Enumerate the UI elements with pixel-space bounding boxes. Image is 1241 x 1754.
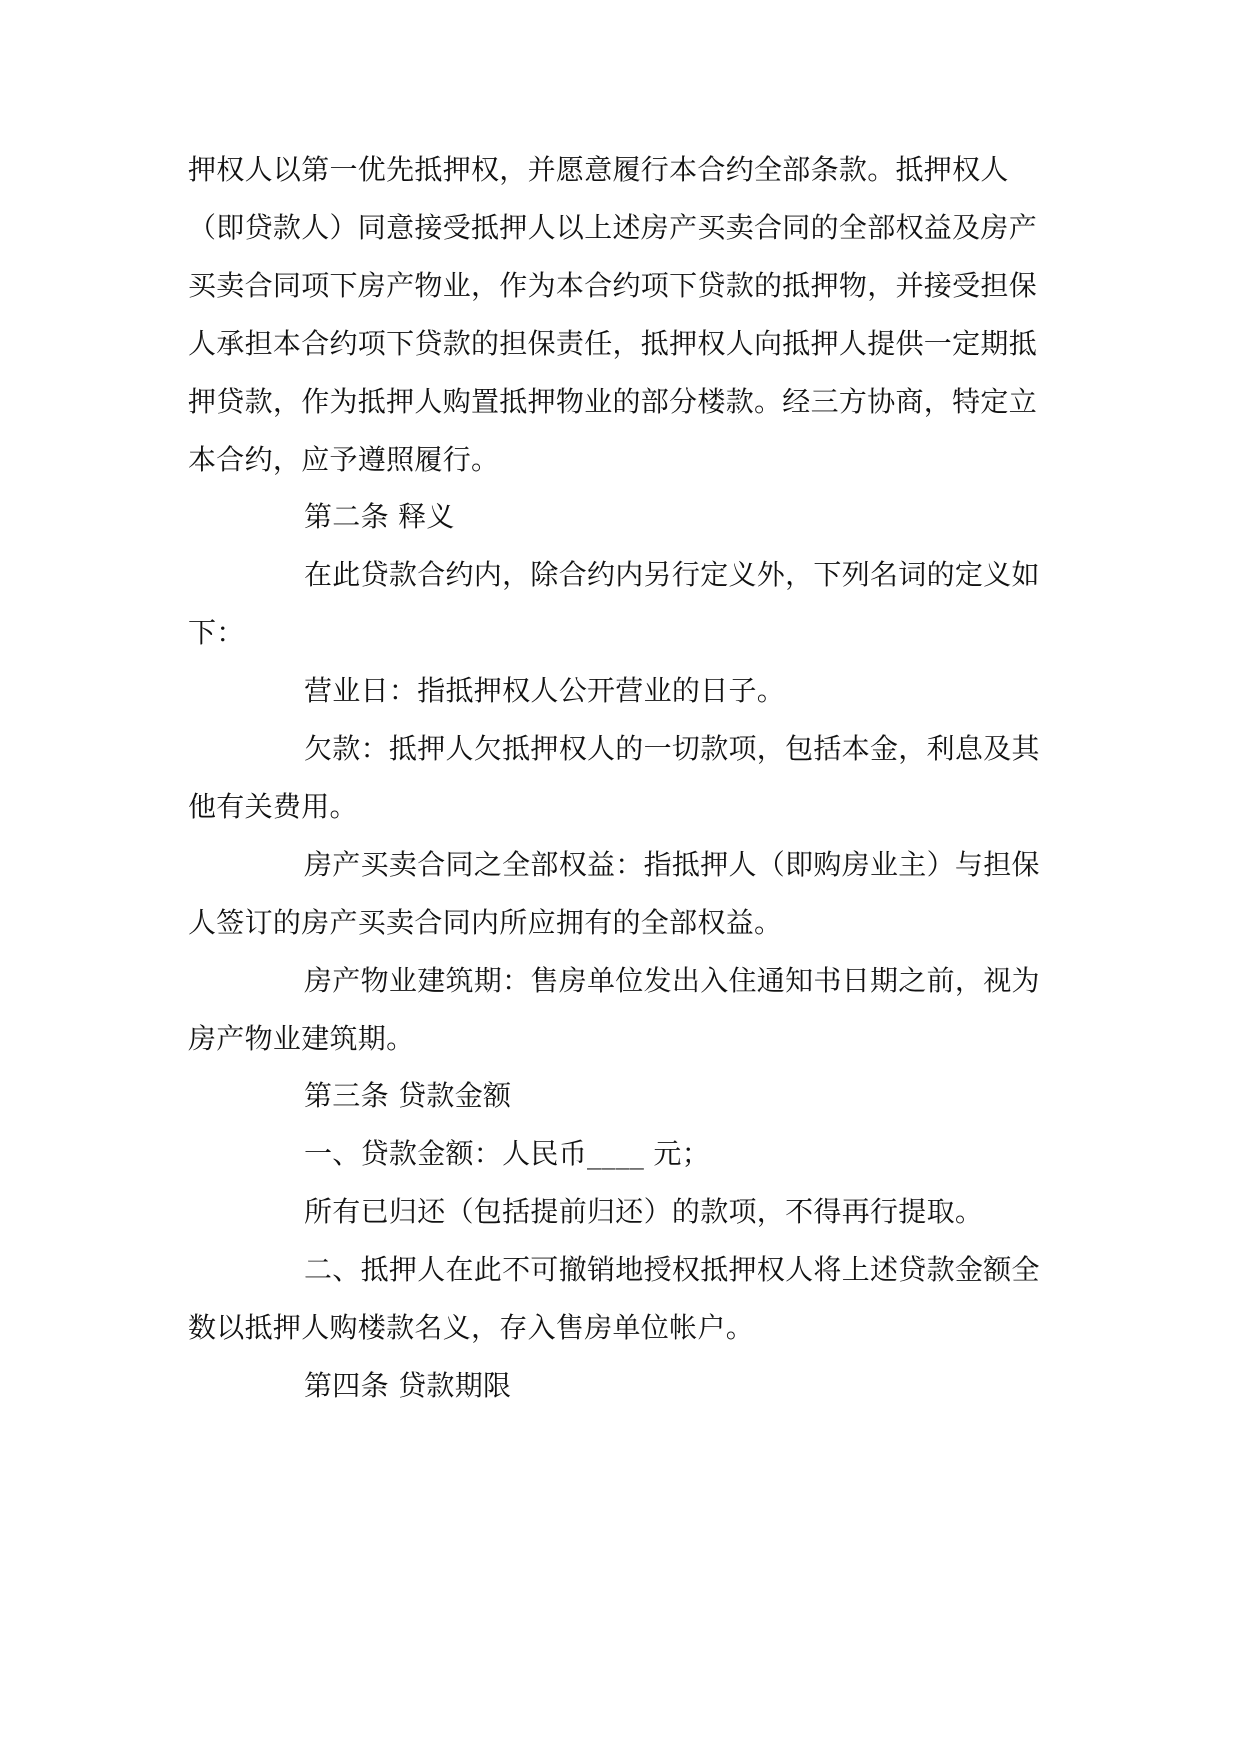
definition-line: 房产物业建筑期：售房单位发出入住通知书日期之前，视为 [304, 964, 1040, 997]
section-heading: 第四条 贷款期限 [304, 1369, 512, 1402]
definition-line: 欠款：抵押人欠抵押权人的一切款项，包括本金，利息及其 [304, 732, 1040, 765]
paragraph-line: 所有已归还（包括提前归还）的款项，不得再行提取。 [304, 1195, 984, 1228]
definition-line: 房产物业建筑期。 [188, 1022, 415, 1055]
body-line: 买卖合同项下房产物业，作为本合约项下贷款的抵押物，并接受担保 [188, 269, 1038, 302]
definition-line: 房产买卖合同之全部权益：指抵押人（即购房业主）与担保 [304, 848, 1040, 881]
body-line: 押权人以第一优先抵押权，并愿意履行本合约全部条款。抵押权人 [188, 153, 1009, 186]
definition-line: 他有关费用。 [188, 790, 358, 823]
body-line: （即贷款人）同意接受抵押人以上述房产买卖合同的全部权益及房产 [188, 211, 1038, 244]
paragraph-line: 一、贷款金额：人民币____ 元； [304, 1137, 711, 1170]
body-line: 本合约，应予遵照履行。 [188, 443, 500, 476]
paragraph-line: 二、抵押人在此不可撤销地授权抵押权人将上述贷款金额全 [304, 1253, 1040, 1286]
paragraph-line: 下： [188, 616, 245, 649]
paragraph-line: 在此贷款合约内，除合约内另行定义外，下列名词的定义如 [304, 558, 1040, 591]
section-heading: 第二条 释义 [304, 500, 455, 533]
body-line: 押贷款，作为抵押人购置抵押物业的部分楼款。经三方协商，特定立 [188, 385, 1038, 418]
definition-line: 人签订的房产买卖合同内所应拥有的全部权益。 [188, 906, 783, 939]
paragraph-line: 数以抵押人购楼款名义，存入售房单位帐户。 [188, 1311, 755, 1344]
section-heading: 第三条 贷款金额 [304, 1079, 512, 1112]
definition-line: 营业日：指抵押权人公开营业的日子。 [304, 674, 786, 707]
body-line: 人承担本合约项下贷款的担保责任，抵押权人向抵押人提供一定期抵 [188, 327, 1038, 360]
